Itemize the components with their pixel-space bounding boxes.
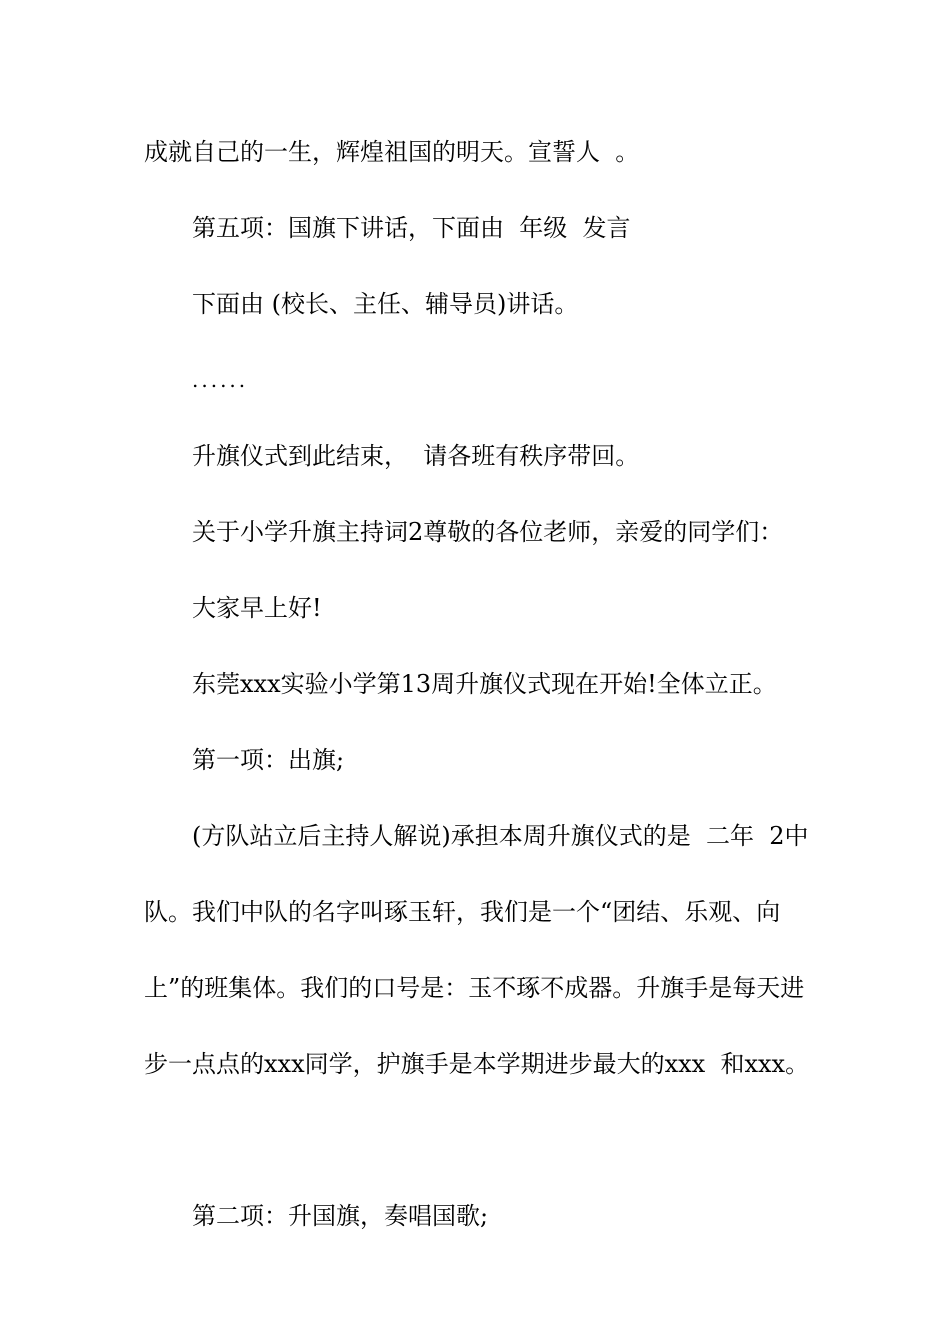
paragraph-speech: 下面由 (校长、主任、辅导员)讲话。 bbox=[192, 290, 579, 318]
paragraph-ellipsis: ...... bbox=[192, 368, 249, 392]
paragraph-ceremony-end: 升旗仪式到此结束， 请各班有秩序带回。 bbox=[192, 442, 640, 470]
paragraph-item-one: 第一项：出旗; bbox=[192, 746, 345, 774]
paragraph-greeting: 关于小学升旗主持词2尊敬的各位老师，亲爱的同学们： bbox=[192, 518, 784, 546]
paragraph-good-morning: 大家早上好! bbox=[192, 594, 322, 622]
paragraph-squad-intro: (方队站立后主持人解说)承担本周升旗仪式的是 二年 2中队。我们中队的名字叫琢玉轩，我们是一个“团结、乐观、向上”的班集体。我们的口号是：玉不琢不成器。升旗手是每天进步一点点的xxx同学，护旗手是本学期进步最大的xxx 和xxx。 bbox=[144, 822, 810, 1078]
paragraph-ceremony-start: 东莞xxx实验小学第13周升旗仪式现在开始!全体立正。 bbox=[192, 670, 777, 698]
paragraph-item-five: 第五项：国旗下讲话，下面由 年级 发言 bbox=[192, 214, 631, 242]
paragraph-oath-ending: 成就自己的一生，辉煌祖国的明天。宣誓人 。 bbox=[144, 138, 640, 166]
paragraph-item-two: 第二项：升国旗，奏唱国歌; bbox=[192, 1202, 489, 1230]
